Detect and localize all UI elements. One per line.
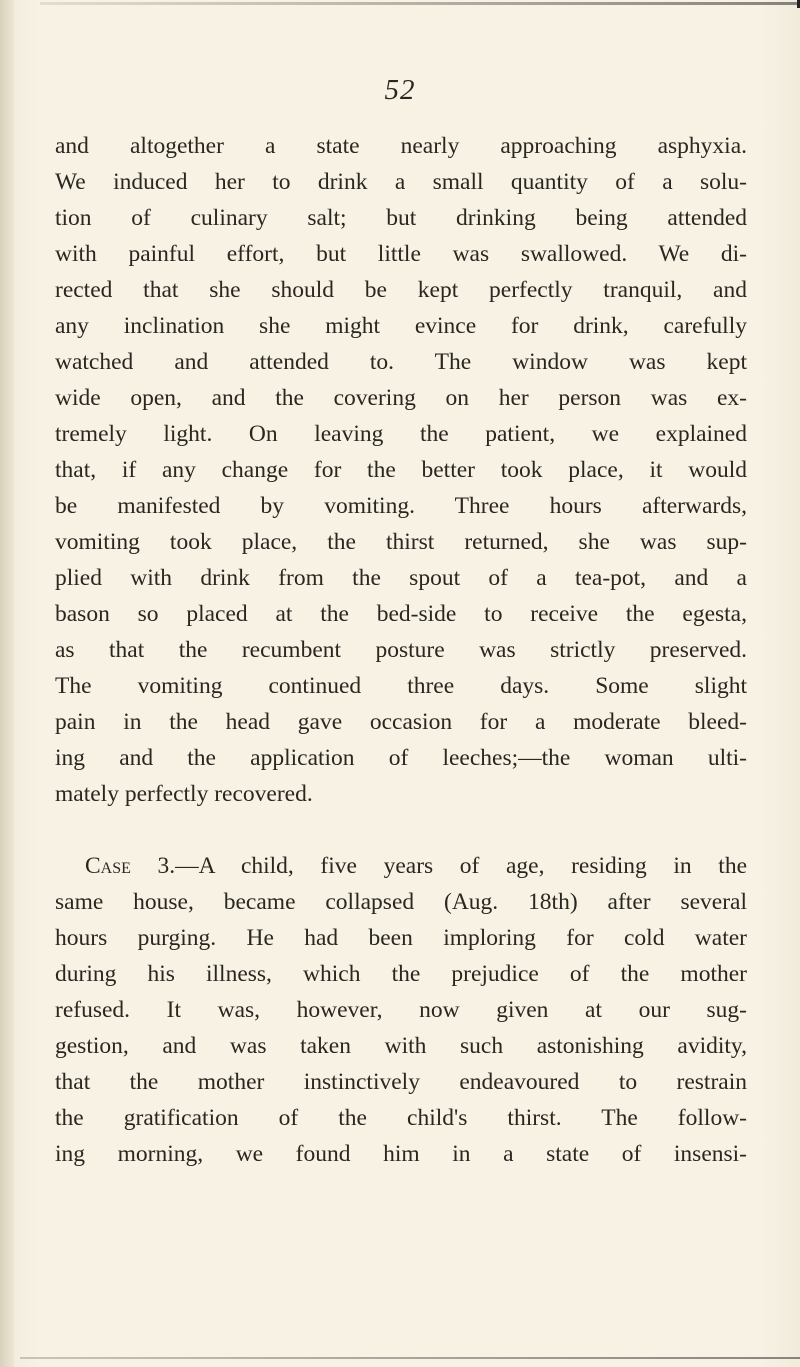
bottom-border-line <box>20 1357 800 1359</box>
text-line: as that the recumbent posture was strictly preserved. <box>55 637 747 663</box>
text-line: mately perfectly recovered. <box>55 781 313 807</box>
body-text <box>55 128 747 1172</box>
text-line: that, if any change for the better took place, it would <box>55 457 747 483</box>
text-line: and altogether a state nearly approaching asphyxia. <box>55 133 747 159</box>
text-line: pain in the head gave occasion for a moderate bleed- <box>55 709 747 735</box>
text-line: gestion, and was taken with such astonishing avidity, <box>55 1033 747 1059</box>
text-line: wide open, and the covering on her person was ex- <box>55 385 747 411</box>
case-first-line: —A child, five years of age, residing in the <box>175 853 748 879</box>
page-number: 52 <box>384 74 416 106</box>
paragraph-1 <box>55 128 747 812</box>
text-line: any inclination she might evince for drink, carefully <box>55 313 747 339</box>
case-label: Case 3. <box>85 853 176 879</box>
text-line: vomiting took place, the thirst returned, she was sup- <box>55 529 747 555</box>
text-line: tremely light. On leaving the patient, we explained <box>55 421 747 447</box>
text-line: be manifested by vomiting. Three hours afterwards, <box>55 493 747 519</box>
top-border-line <box>40 2 800 5</box>
text-line: We induced her to drink a small quantity of a solu- <box>55 169 747 195</box>
text-line: that the mother instinctively endeavoured to restrain <box>55 1069 747 1095</box>
text-line: ing and the application of leeches;—the woman ulti- <box>55 745 747 771</box>
text-line: ing morning, we found him in a state of insensi- <box>55 1141 747 1167</box>
text-line: the gratification of the child's thirst. The follow- <box>55 1105 747 1131</box>
text-line: same house, became collapsed (Aug. 18th) after several <box>55 889 747 915</box>
text-line: bason so placed at the bed-side to receive the egesta, <box>55 601 747 627</box>
page-binding-edge <box>0 0 14 1367</box>
text-line-case-heading <box>55 848 747 884</box>
text-line: with painful effort, but little was swallowed. We di- <box>55 241 747 267</box>
text-line: hours purging. He had been imploring for cold water <box>55 925 747 951</box>
text-line: during his illness, which the prejudice of the mother <box>55 961 747 987</box>
text-line: rected that she should be kept perfectly tranquil, and <box>55 277 747 303</box>
paragraph-gap <box>55 812 747 848</box>
text-line: plied with drink from the spout of a tea-pot, and a <box>55 565 747 591</box>
text-line: tion of culinary salt; but drinking being attended <box>55 205 747 231</box>
text-line: watched and attended to. The window was kept <box>55 349 747 375</box>
text-line: refused. It was, however, now given at our sug- <box>55 997 747 1023</box>
text-line: The vomiting continued three days. Some slight <box>55 673 747 699</box>
paragraph-2 <box>55 848 747 1172</box>
